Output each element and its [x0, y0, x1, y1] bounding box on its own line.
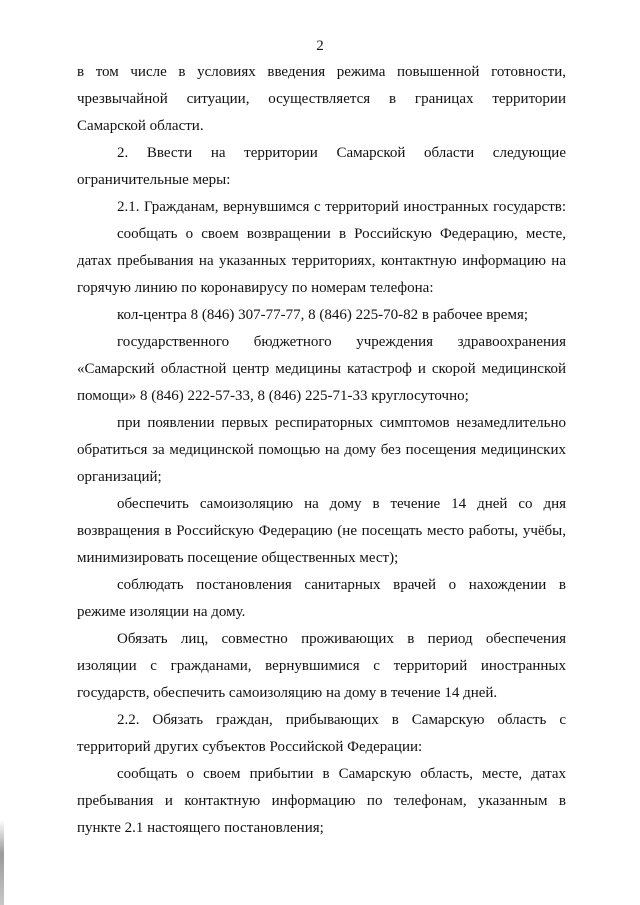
- text-line: пункте 2.1 настоящего постановления;: [77, 820, 324, 836]
- text-line: чрезвычайной ситуации, осуществляется в границах территории: [77, 91, 566, 107]
- text-line: изоляции с гражданами, вернувшимися с территорий иностранных: [77, 658, 566, 674]
- text-line: в том числе в условиях введения режима повышенной готовности,: [77, 64, 566, 80]
- text-line: режиме изоляции на дому.: [77, 604, 246, 620]
- text-line: «Самарский областной центр медицины катастроф и скорой медицинской: [77, 361, 566, 377]
- text-line: обеспечить самоизоляцию на дому в течение 14 дней со дня: [117, 496, 566, 512]
- text-line: Самарской области.: [77, 118, 204, 134]
- text-line: помощи» 8 (846) 222-57-33, 8 (846) 225-71-33 круглосуточно;: [77, 388, 469, 404]
- text-line: при появлении первых респираторных симптомов незамедлительно: [117, 415, 566, 431]
- text-line: 2. Ввести на территории Самарской области следующие: [117, 145, 566, 161]
- text-line: обратиться за медицинской помощью на дому без посещения медицинских: [77, 442, 566, 458]
- text-line: государственного бюджетного учреждения здравоохранения: [117, 334, 566, 350]
- page-number: 2: [316, 38, 324, 54]
- text-line: кол-центра 8 (846) 307-77-77, 8 (846) 225-70-82 в рабочее время;: [117, 307, 529, 323]
- text-line: возвращения в Российскую Федерацию (не посещать место работы, учёбы,: [77, 523, 566, 539]
- text-line: соблюдать постановления санитарных врачей о нахождении в: [117, 577, 566, 593]
- text-line: датах пребывания на указанных территориях, контактную информацию на: [77, 253, 566, 269]
- text-line: сообщать о своем возвращении в Российскую Федерацию, месте,: [117, 226, 566, 242]
- text-line: 2.2. Обязать граждан, прибывающих в Самарскую область с: [117, 712, 566, 728]
- text-line: государств, обеспечить самоизоляцию на дому в течение 14 дней.: [77, 685, 498, 701]
- text-line: Обязать лиц, совместно проживающих в период обеспечения: [117, 631, 566, 647]
- text-line: 2.1. Гражданам, вернувшимся с территорий иностранных государств:: [117, 199, 566, 215]
- text-line: сообщать о своем прибытии в Самарскую область, месте, датах: [117, 766, 566, 782]
- scan-edge-mark: [0, 820, 4, 905]
- text-line: пребывания и контактную информацию по телефонам, указанным в: [77, 793, 566, 809]
- text-line: ограничительные меры:: [77, 172, 231, 188]
- text-line: территорий других субъектов Российской Федерации:: [77, 739, 423, 755]
- text-line: организаций;: [77, 469, 162, 485]
- text-line: минимизировать посещение общественных мест);: [77, 550, 399, 566]
- text-line: горячую линию по коронавирусу по номерам телефона:: [77, 280, 434, 296]
